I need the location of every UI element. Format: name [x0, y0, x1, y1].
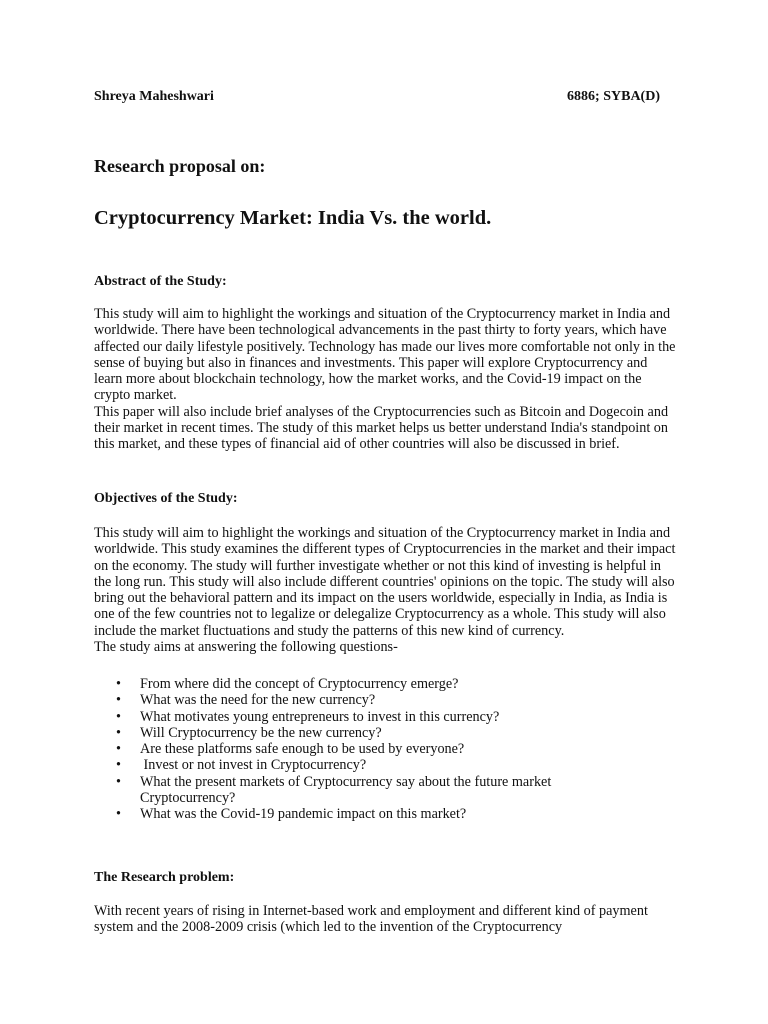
author-name: Shreya Maheshwari: [94, 89, 214, 104]
bullet-marker: •: [116, 757, 121, 774]
abstract-paragraph-1: This study will aim to highlight the workings and situation of the Cryptocurrency market in India and worldwide. There have been technological advancements in the past thirty to forty years, which have affected our daily lifestyle positively. Technology has made our lives more comfortable not only in the sense of buying but also in finances and investments. This paper will explore Cryptocurrency and learn more about blockchain technology, how the market works, and the Covid-19 impact on the crypto market.: [94, 306, 676, 404]
question-text: Will Cryptocurrency be the new currency?: [140, 724, 382, 741]
question-text: What was the Covid-19 pandemic impact on this market?: [140, 806, 467, 823]
research-problem-paragraph-1: With recent years of rising in Internet-based work and employment and different kind of payment system and the 2008-2009 crisis (which led to the invention of the Cryptocurrency: [94, 903, 648, 936]
student-id-class: 6886; SYBA(D): [567, 89, 660, 104]
question-text: Invest or not invest in Cryptocurrency?: [140, 757, 367, 774]
abstract-heading: Abstract of the Study:: [94, 274, 227, 289]
bullet-marker: •: [116, 806, 121, 823]
list-item: [94, 709, 678, 725]
objectives-body: [94, 525, 678, 655]
abstract-paragraph-2: This paper will also include brief analyses of the Cryptocurrencies such as Bitcoin and Dogecoin and their market in recent times. The study of this market helps us better understand India's standpoint on this market, and these types of financial aid of other countries will also be discussed in brief.: [94, 403, 669, 453]
objectives-heading: Objectives of the Study:: [94, 491, 238, 506]
list-item: [94, 725, 678, 741]
abstract-body: [94, 306, 678, 453]
document-title: Cryptocurrency Market: India Vs. the world.: [94, 207, 492, 229]
research-problem-body: [94, 903, 678, 936]
research-questions-list: [94, 676, 678, 823]
research-problem-heading: The Research problem:: [94, 870, 235, 885]
bullet-marker: •: [116, 692, 121, 709]
list-item: [94, 692, 678, 708]
document-header: [94, 88, 660, 105]
bullet-marker: •: [116, 676, 121, 692]
question-text: What was the need for the new currency?: [140, 692, 376, 709]
question-text: What motivates young entrepreneurs to invest in this currency?: [140, 708, 500, 725]
bullet-marker: •: [116, 708, 121, 725]
objectives-paragraph-2: The study aims at answering the following questions-: [94, 639, 398, 656]
objectives-paragraph-1: This study will aim to highlight the workings and situation of the Cryptocurrency market in India and worldwide. This study examines the different types of Cryptocurrencies in the market and their impact on the economy. The study will further investigate whether or not this kind of investing is helpful in the long run. This study will also include different countries' opinions on the topic. The study will also bring out the behavioral pattern and its impact on the users worldwide, especially in India, as India is one of the few countries not to legalize or delegalize Cryptocurrency as a whole. This study will also include the market fluctuations and study the patterns of this new kind of currency.: [94, 525, 676, 639]
bullet-marker: •: [116, 773, 121, 790]
bullet-marker: •: [116, 741, 121, 758]
question-text: From where did the concept of Cryptocurrency emerge?: [140, 676, 459, 692]
question-text: Are these platforms safe enough to be used by everyone?: [140, 741, 465, 758]
proposal-subtitle: Research proposal on:: [94, 156, 266, 176]
list-item: [94, 806, 678, 822]
bullet-marker: •: [116, 724, 121, 741]
question-text: What the present markets of Cryptocurrency say about the future market Cryptocurrency?: [140, 773, 552, 807]
list-item: [94, 757, 678, 773]
list-item: [94, 741, 678, 757]
list-item: [94, 774, 678, 807]
list-item: [94, 676, 678, 692]
